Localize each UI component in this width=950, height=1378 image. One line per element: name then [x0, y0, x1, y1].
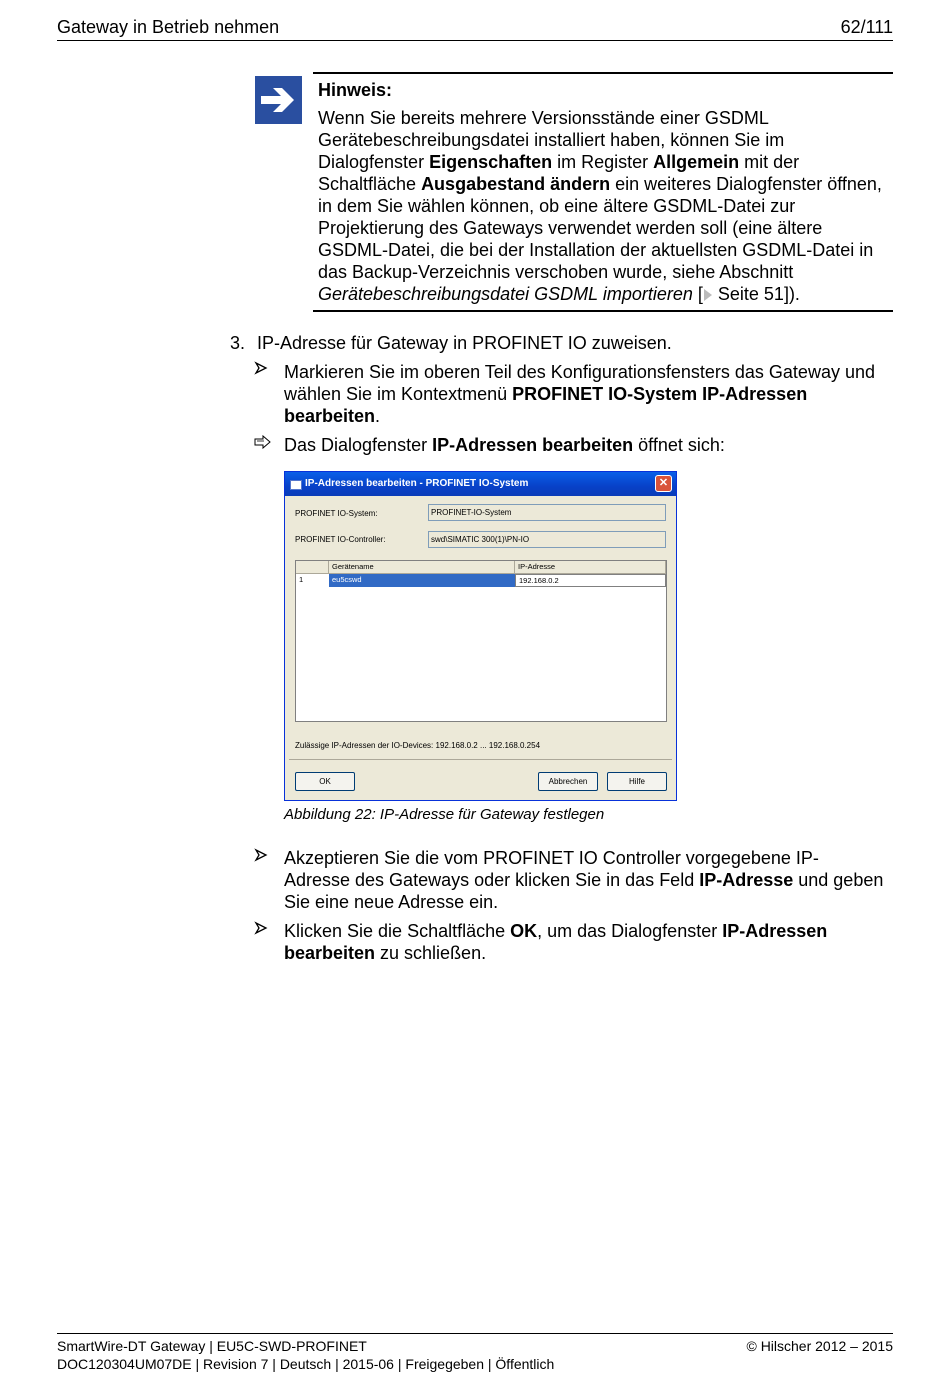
ok-button[interactable]: OK [295, 772, 355, 791]
step-number: 3. [230, 333, 246, 353]
footer-copyright: © Hilscher 2012 – 2015 [746, 1338, 893, 1354]
note-bottom-rule [313, 310, 893, 312]
note-body: Wenn Sie bereits mehrere Versionsstände einer GSDML Gerätebeschreibungsdatei installiert haben, können Sie im Dialogfenster Eigenschaften im Register Allgemein mit der Schaltfläche Ausgabestand ändern ein weiteres Dialogfenster öffnen, in dem Sie wählen können, ob eine ältere GSDML-Datei zur Projektierung des Gateways verwendet werden soll (eine ältere GSDML-Datei, die bei der Installation der aktuellsten GSDML-Datei in das Backup-Verzeichnis verschoben wurde, siehe Abschnitt Gerätebeschreibungsdatei GSDML importieren [ Seite 51]). [318, 108, 882, 304]
allowed-range-text: Zulässige IP-Adressen der IO-Devices: 192.168.0.2 ... 192.168.0.254 [295, 741, 541, 750]
instruction-item: Markieren Sie im oberen Teil des Konfigurationsfensters das Gateway und wählen Sie im Kontextmenü PROFINET IO-System IP-Adressen bearbeiten. [284, 362, 875, 426]
ip-address-field[interactable]: 192.168.0.2 [515, 574, 666, 587]
step-text: IP-Adresse für Gateway in PROFINET IO zuweisen. [257, 333, 672, 353]
column-header-name: Gerätename [329, 561, 515, 574]
column-header-ip: IP-Adresse [515, 561, 666, 574]
cancel-button[interactable]: Abbrechen [538, 772, 598, 791]
figure-caption: Abbildung 22: IP-Adresse für Gateway festlegen [284, 806, 605, 823]
footer-rule [57, 1333, 893, 1334]
device-table [295, 560, 667, 722]
window-icon [290, 480, 302, 490]
dialog-titlebar [285, 472, 676, 496]
footer-document: DOC120304UM07DE | Revision 7 | Deutsch | 2015-06 | Freigegeben | Öffentlich [57, 1356, 555, 1372]
dialog-divider [289, 759, 672, 760]
controller-label: PROFINET IO-Controller: [295, 535, 386, 544]
column-header-index [296, 561, 329, 574]
result-arrow-icon [254, 435, 272, 454]
controller-field: swd\SIMATIC 300(1)\PN-IO [428, 531, 666, 548]
row-index: 1 [299, 575, 304, 584]
arrow-right-icon [255, 76, 302, 124]
footer-product: SmartWire-DT Gateway | EU5C-SWD-PROFINET [57, 1338, 367, 1354]
note-title: Hinweis: [318, 80, 393, 100]
help-button[interactable]: Hilfe [607, 772, 667, 791]
triangle-right-icon[interactable] [704, 289, 712, 301]
close-icon[interactable]: ✕ [655, 475, 672, 492]
system-label: PROFINET IO-System: [295, 509, 378, 518]
instruction-item: Klicken Sie die Schaltfläche OK, um das Dialogfenster IP-Adressen bearbeiten zu schließen. [284, 921, 828, 963]
note-top-rule [313, 72, 893, 74]
header-title: Gateway in Betrieb nehmen [57, 17, 280, 37]
ip-address-dialog [284, 471, 677, 801]
header-rule [57, 40, 893, 41]
instruction-item: Akzeptieren Sie die vom PROFINET IO Controller vorgegebene IP-Adresse des Gateways oder klicken Sie in das Feld IP-Adresse und geben Sie eine neue Adresse ein. [284, 848, 884, 912]
system-field: PROFINET-IO-System [428, 504, 666, 521]
chevron-bullet-icon [254, 848, 268, 867]
device-name-cell[interactable]: eu5cswd [329, 574, 515, 587]
chevron-bullet-icon [254, 921, 268, 940]
result-item: Das Dialogfenster IP-Adressen bearbeiten öffnet sich: [284, 435, 725, 455]
chevron-bullet-icon [254, 361, 268, 380]
section-link[interactable]: Gerätebeschreibungsdatei GSDML importieren [318, 284, 693, 304]
dialog-title: IP-Adressen bearbeiten - PROFINET IO-System [305, 478, 529, 489]
page-number: 62/111 [840, 17, 893, 37]
